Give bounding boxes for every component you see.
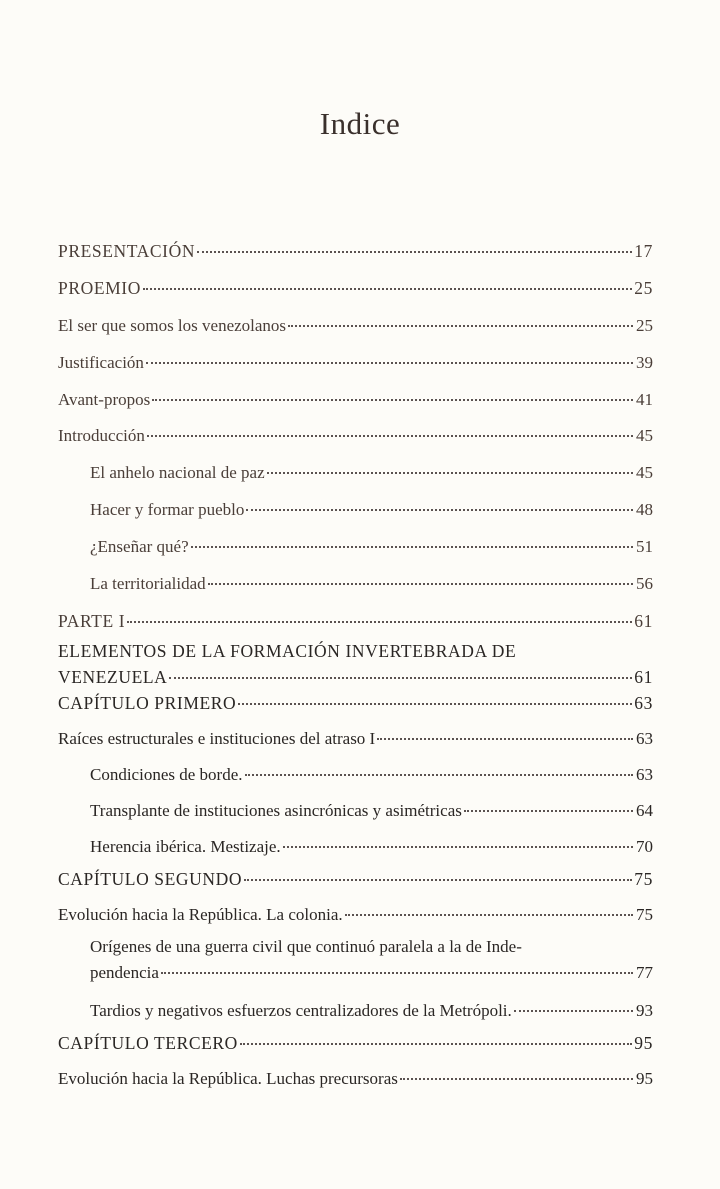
toc-entry-row bbox=[58, 866, 653, 892]
toc-entry-label: El ser que somos los venezolanos bbox=[58, 316, 287, 335]
dot-leader bbox=[152, 399, 633, 401]
toc-entry-page-number: 45 bbox=[636, 463, 653, 482]
toc-entry-page-number: 75 bbox=[636, 905, 653, 924]
dot-leader bbox=[197, 251, 632, 253]
toc-entry[interactable] bbox=[58, 1030, 653, 1056]
dot-leader bbox=[146, 362, 633, 364]
toc-entry-label: PRESENTACIÓN bbox=[58, 241, 196, 261]
toc-entry-row bbox=[90, 960, 653, 986]
toc-entry-page-number: 95 bbox=[634, 1033, 653, 1053]
toc-entry-label: pendencia bbox=[90, 963, 159, 982]
toc-entry-row bbox=[58, 690, 653, 716]
dot-leader bbox=[147, 435, 633, 437]
toc-entry-row bbox=[90, 497, 653, 523]
toc-entry[interactable] bbox=[58, 638, 653, 690]
toc-entry-row bbox=[90, 762, 653, 788]
toc-entry-row bbox=[58, 726, 653, 752]
toc-entry-label: Transplante de instituciones asincrónicas y asimétricas bbox=[90, 801, 462, 820]
dot-leader bbox=[245, 774, 634, 776]
dot-leader bbox=[464, 810, 633, 812]
toc-entry[interactable] bbox=[58, 866, 653, 892]
dot-leader bbox=[400, 1078, 633, 1080]
dot-leader bbox=[288, 325, 633, 327]
toc-entry-row bbox=[58, 664, 653, 690]
toc-entry-label: Raíces estructurales e instituciones del atraso I bbox=[58, 729, 376, 748]
toc-entry-row bbox=[58, 1066, 653, 1092]
toc-entry[interactable] bbox=[58, 387, 653, 413]
dot-leader bbox=[191, 546, 633, 548]
toc-entry-row bbox=[90, 998, 653, 1024]
toc-entry-label: ¿Enseñar qué? bbox=[90, 537, 189, 556]
dot-leader bbox=[377, 738, 633, 740]
toc-entry-page-number: 51 bbox=[636, 537, 653, 556]
toc-entry-page-number: 41 bbox=[636, 390, 653, 409]
toc-entry-row bbox=[90, 571, 653, 597]
toc-entry-row bbox=[58, 387, 653, 413]
toc-entry[interactable] bbox=[58, 275, 653, 301]
toc-entry-page-number: 48 bbox=[636, 500, 653, 519]
toc-entry-label: Herencia ibérica. Mestizaje. bbox=[90, 837, 281, 856]
toc-entry-label: CAPÍTULO TERCERO bbox=[58, 1033, 238, 1053]
dot-leader bbox=[208, 583, 633, 585]
dot-leader bbox=[169, 677, 632, 679]
page-title: Indice bbox=[319, 106, 401, 141]
dot-leader bbox=[238, 703, 632, 705]
toc-entry-label: Introducción bbox=[58, 426, 145, 445]
toc-entry-row bbox=[58, 423, 653, 449]
toc-entry-row bbox=[90, 798, 653, 824]
toc-entry-row bbox=[58, 1030, 653, 1056]
dot-leader bbox=[246, 509, 633, 511]
toc-entry[interactable] bbox=[58, 762, 653, 788]
toc-entry-label: PROEMIO bbox=[58, 278, 141, 298]
toc-entry[interactable] bbox=[58, 608, 653, 634]
toc-entry-page-number: 70 bbox=[636, 837, 653, 856]
dot-leader bbox=[244, 879, 632, 881]
dot-leader bbox=[514, 1010, 633, 1012]
toc-entry-page-number: 25 bbox=[634, 278, 653, 298]
toc-entry-page-number: 45 bbox=[636, 426, 653, 445]
toc-entry-page-number: 63 bbox=[634, 693, 653, 713]
dot-leader bbox=[240, 1043, 632, 1045]
toc-entry[interactable] bbox=[58, 313, 653, 339]
toc-entry[interactable] bbox=[58, 902, 653, 928]
toc-entry[interactable] bbox=[58, 1066, 653, 1092]
toc-entry-page-number: 93 bbox=[636, 1001, 653, 1020]
toc-entry-row bbox=[58, 238, 653, 264]
toc-entry-page-number: 61 bbox=[634, 611, 653, 631]
toc-entry-page-number: 64 bbox=[636, 801, 653, 820]
toc-entry-page-number: 63 bbox=[636, 765, 653, 784]
dot-leader bbox=[345, 914, 633, 916]
toc-entry[interactable] bbox=[58, 798, 653, 824]
toc-entry[interactable] bbox=[58, 534, 653, 560]
toc-entry-label: Evolución hacia la República. Luchas precursoras bbox=[58, 1069, 398, 1088]
toc-entry-label: Condiciones de borde. bbox=[90, 765, 243, 784]
toc-entry-row bbox=[90, 834, 653, 860]
toc-entry-page-number: 56 bbox=[636, 574, 653, 593]
toc-entry[interactable] bbox=[58, 423, 653, 449]
toc-entry-page-number: 75 bbox=[634, 869, 653, 889]
toc-entry[interactable] bbox=[58, 934, 653, 986]
toc-entry[interactable] bbox=[58, 571, 653, 597]
dot-leader bbox=[267, 472, 633, 474]
toc-entry-page-number: 63 bbox=[636, 729, 653, 748]
toc-entry[interactable] bbox=[58, 834, 653, 860]
toc-entry-label: Avant-propos bbox=[58, 390, 151, 409]
toc-entry-label: El anhelo nacional de paz bbox=[90, 463, 265, 482]
toc-entry-row bbox=[58, 275, 653, 301]
toc-entry[interactable] bbox=[58, 238, 653, 264]
toc-entry-page-number: 77 bbox=[636, 963, 653, 982]
toc-entry-label: CAPÍTULO SEGUNDO bbox=[58, 869, 243, 889]
toc-entry-page-number: 95 bbox=[636, 1069, 653, 1088]
toc-entry-page-number: 39 bbox=[636, 353, 653, 372]
toc-entry-label: Justificación bbox=[58, 353, 144, 372]
toc-entry-row bbox=[58, 902, 653, 928]
toc-entry-row bbox=[90, 534, 653, 560]
dot-leader bbox=[127, 621, 632, 623]
toc-entry-label-line1: ELEMENTOS DE LA FORMACIÓN INVERTEBRADA DE bbox=[58, 641, 517, 661]
toc-entry[interactable] bbox=[58, 690, 653, 716]
dot-leader bbox=[161, 972, 633, 974]
toc-entry-row bbox=[58, 350, 653, 376]
toc-entry[interactable] bbox=[58, 497, 653, 523]
toc-entry-page-number: 61 bbox=[634, 667, 653, 687]
toc-entry-label: Hacer y formar pueblo bbox=[90, 500, 245, 519]
toc-entry[interactable] bbox=[58, 350, 653, 376]
toc-entry-label: Evolución hacia la República. La colonia. bbox=[58, 905, 343, 924]
toc-entry-page-number: 25 bbox=[636, 316, 653, 335]
toc-entry-label: Tardios y negativos esfuerzos centralizadores de la Metrópoli. bbox=[90, 1001, 512, 1020]
dot-leader bbox=[283, 846, 633, 848]
toc-entry[interactable] bbox=[58, 998, 653, 1024]
toc-entry-page-number: 17 bbox=[634, 241, 653, 261]
toc-entry-label: La territorialidad bbox=[90, 574, 206, 593]
toc-entry-row bbox=[90, 460, 653, 486]
toc-entry-label: CAPÍTULO PRIMERO bbox=[58, 693, 237, 713]
toc-entry-label: PARTE I bbox=[58, 611, 126, 631]
toc-entry[interactable] bbox=[58, 460, 653, 486]
toc-entry-label-line1: Orígenes de una guerra civil que continuó paralela a la de Inde- bbox=[90, 937, 522, 956]
toc-entry-row bbox=[58, 313, 653, 339]
toc-entry-label: VENEZUELA bbox=[58, 667, 168, 687]
toc-entry[interactable] bbox=[58, 726, 653, 752]
toc-entry-row bbox=[58, 608, 653, 634]
dot-leader bbox=[143, 288, 632, 290]
